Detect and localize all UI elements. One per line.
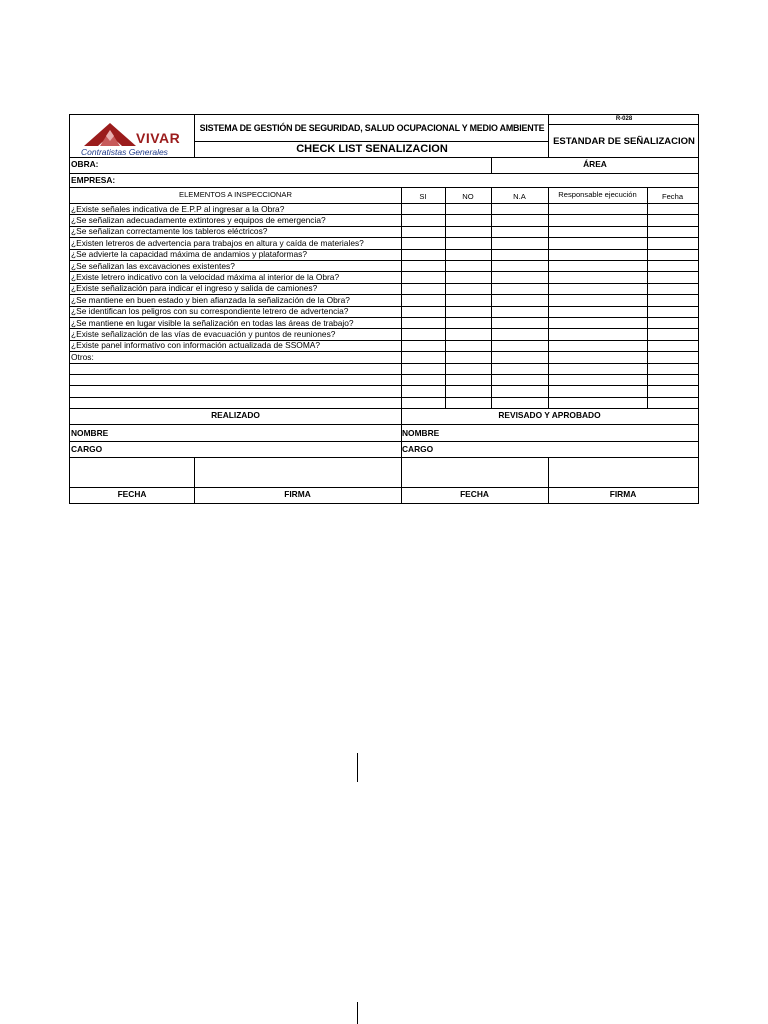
question-row: ¿Se identifican los peligros con su correspondiente letrero de advertencia? [71, 306, 349, 317]
col-na: N.A [513, 192, 526, 201]
system-title: SISTEMA DE GESTIÓN DE SEGURIDAD, SALUD OCUPACIONAL Y MEDIO AMBIENTE [199, 123, 545, 133]
question-row: ¿Se señalizan adecuadamente extintores y equipos de emergencia? [71, 214, 326, 225]
col-no: NO [462, 192, 474, 201]
nombre-left-label: NOMBRE [71, 428, 109, 438]
document-code: R-028 [615, 116, 633, 122]
firma-right-label: FIRMA [609, 489, 637, 499]
obra-label: OBRA: [71, 159, 99, 169]
revisado-label: REVISADO Y APROBADO [498, 410, 601, 420]
cargo-left-label: CARGO [71, 444, 103, 454]
col-si: SI [419, 192, 427, 201]
question-row: ¿Existe señalización para indicar el ingreso y salida de camiones? [71, 283, 318, 294]
firma-left-label: FIRMA [284, 489, 311, 499]
document-title: CHECK LIST SENALIZACION [296, 143, 448, 155]
page-mark [357, 1002, 358, 1024]
fecha-left-label: FECHA [117, 489, 147, 499]
logo-tagline: Contratistas Generales [81, 147, 168, 157]
area-label: ÁREA [583, 159, 607, 169]
fecha-right-label: FECHA [460, 489, 489, 499]
question-row: ¿Se señalizan las excavaciones existentes? [71, 260, 235, 271]
col-fecha: Fecha [661, 192, 684, 201]
question-row: ¿Existe panel informativo con información actualizada de SSOMA? [71, 340, 321, 351]
question-row: ¿Existe señalización de las vías de evacuación y puntos de reuniones? [71, 328, 336, 339]
logo-brand: VIVAR [136, 130, 181, 146]
empresa-label: EMPRESA: [71, 175, 116, 185]
question-row: ¿Existe letrero indicativo con la velocidad máxima al interior de la Obra? [71, 271, 340, 282]
nombre-right-label: NOMBRE [402, 428, 440, 438]
cargo-right-label: CARGO [402, 444, 434, 454]
col-responsable: Responsable ejecución [558, 190, 637, 199]
col-elementos: ELEMENTOS A INSPECCIONAR [179, 190, 292, 199]
question-row: ¿Se mantiene en lugar visible la señalización en todas las áreas de trabajo? [71, 317, 354, 328]
company-logo [72, 117, 194, 157]
question-row: ¿Se señalizan correctamente los tableros eléctricos? [71, 226, 268, 237]
question-row: ¿Se mantiene en buen estado y bien afianzada la señalización de la Obra? [71, 294, 350, 305]
logo-triangle-icon [80, 121, 140, 147]
realizado-label: REALIZADO [211, 410, 260, 420]
question-row: ¿Se advierte la capacidad máxima de andamios y plataformas? [71, 249, 308, 260]
standard-title: ESTANDAR DE SEÑALIZACION [553, 136, 695, 147]
question-row: ¿Existe señales indicativa de E.P.P al ingresar a la Obra? [71, 203, 285, 214]
question-row: Otros: [71, 351, 94, 362]
page-mark [357, 753, 358, 782]
question-row: ¿Existen letreros de advertencia para trabajos en altura y caída de materiales? [71, 237, 364, 248]
